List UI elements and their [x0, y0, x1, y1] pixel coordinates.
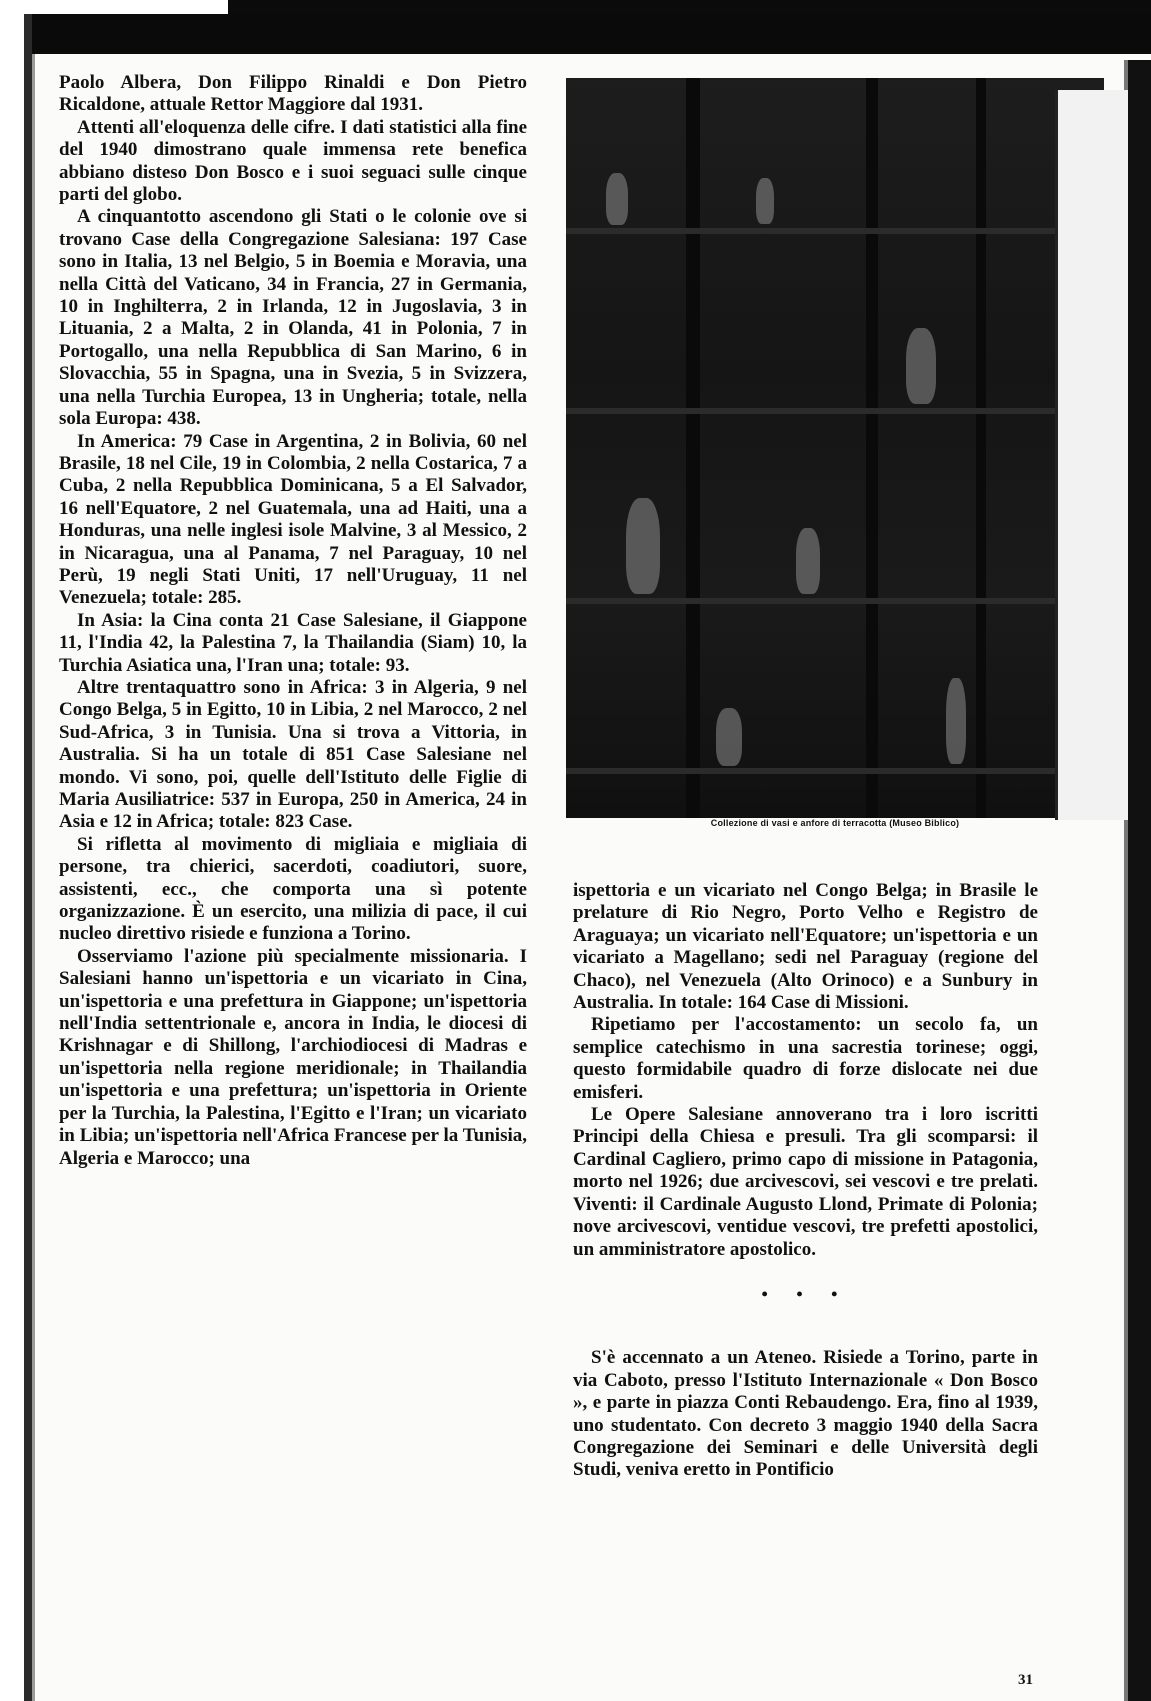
paragraph: Osserviamo l'azione più specialmente missionaria. I Salesiani hanno un'ispettoria e un vicariato in Cina, un'ispettoria e una prefettura in Giappone; un'ispettoria nell'India settentrionale e, ancora in India, le diocesi di Krishnagar e di Shillong, l'archiodiocesi di Madras e un'ispettoria nella regione meridionale; in Thailandia un'ispettoria e una prefettura; un'ispettoria in Oriente per la Turchia, la Palestina, l'Egitto e l'Iran; un vicariato in Libia; un'ispettoria nell'Africa Francese per la Tunisia, Algeria e Marocco; una — [59, 945, 527, 1169]
left-column — [59, 72, 527, 1170]
paragraph: In America: 79 Case in Argentina, 2 in Bolivia, 60 nel Brasile, 18 nel Cile, 19 in Colombia, 2 nella Costarica, 7 a Cuba, 2 nella Repubblica Dominicana, 5 a El Salvador, 16 nell'Equatore, 2 nel Guatemala, una ad Haiti, una a Honduras, una nelle inglesi isole Malvine, 3 al Messico, 2 in Nicaragua, una al Panama, 7 nel Paraguay, 10 nel Perù, 19 negli Stati Uniti, 17 nell'Uruguay, 11 nel Venezuela; totale: 285. — [59, 430, 527, 609]
paragraph: Paolo Albera, Don Filippo Rinaldi e Don Pietro Ricaldone, attuale Rettor Maggiore dal 1931. — [59, 72, 527, 116]
paragraph: Altre trentaquattro sono in Africa: 3 in Algeria, 9 nel Congo Belga, 5 in Egitto, 10 in Libia, 2 nel Marocco, 2 nel Sud-Africa, 3 in Tunisia. Una si trova a Vittoria, in Australia. Si ha un totale di 851 Case Salesiane nel mondo. Vi sono, poi, quelle dell'Istituto delle Figlie di Maria Ausiliatrice: 537 in Europa, 250 in America, 24 in Asia e 12 in Africa; totale: 823 Case. — [59, 676, 527, 833]
museum-photo — [566, 78, 1104, 818]
paragraph: Ripetiamo per l'accostamento: un secolo fa, un semplice catechismo in una sacrestia torinese; oggi, questo formidabile quadro di forze dislocate nei due emisferi. — [573, 1014, 1038, 1103]
paragraph: Attenti all'eloquenza delle cifre. I dati statistici alla fine del 1940 dimostrano quale immensa rete benefica abbiano disteso Don Bosco e i suoi seguaci sulle cinque parti del globo. — [59, 116, 527, 206]
paragraph: Le Opere Salesiane annoverano tra i loro iscritti Principi della Chiesa e presuli. Tra gli scomparsi: il Cardinal Cagliero, primo capo di missione in Patagonia, morto nel 1926; due arcivescovi, sei vescovi e tre prelati. Viventi: il Cardinale Augusto Llond, Primate di Polonia; nove arcivescovi, ventidue vescovi, tre prefetti apostolici, un amministratore apostolico. — [573, 1104, 1038, 1260]
photo-frame-edge — [1055, 90, 1128, 820]
paragraph: A cinquantotto ascendono gli Stati o le colonie ove si trovano Case della Congregazione Salesiana: 197 Case sono in Italia, 13 nel Belgio, 5 in Boemia e Moravia, una nella Città del Vaticano, 34 in Francia, 27 in Germania, 10 in Inghilterra, 2 in Irlanda, 12 in Jugoslavia, 3 in Lituania, 2 a Malta, 2 in Olanda, 41 in Polonia, 7 in Portogallo, una nella Repubblica di San Marino, 6 in Slovacchia, 55 in Spagna, una in Svezia, 5 in Svizzera, una nella Turchia Europea, 13 in Ungheria; totale, nella sola Europa: 438. — [59, 206, 527, 430]
paragraph: S'è accennato a un Ateneo. Risiede a Torino, parte in via Caboto, presso l'Istituto Internazionale « Don Bosco », e parte in piazza Conti Rebaudengo. Era, fino al 1939, uno studentato. Con decreto 3 maggio 1940 della Sacra Congregazione dei Seminari e delle Università degli Studi, veniva eretto in Pontificio — [573, 1347, 1038, 1481]
scan-dark-edge — [24, 14, 1151, 54]
right-column — [573, 880, 1038, 1482]
photo-caption: Collezione di vasi e anfore di terracotta (Museo Biblico) — [710, 818, 960, 828]
section-separator: • • • — [761, 1283, 850, 1304]
paragraph: In Asia: la Cina conta 21 Case Salesiane, il Giappone 11, l'India 42, la Palestina 7, la Thailandia (Siam) 10, la Turchia Asiatica una, l'Iran una; totale: 93. — [59, 609, 527, 676]
scan-left-edge — [24, 14, 32, 1701]
scan-right-edge — [1128, 60, 1151, 1701]
scan-top-border — [0, 0, 1151, 14]
page-number: 31 — [1018, 1672, 1033, 1688]
paragraph: ispettoria e un vicariato nel Congo Belga; in Brasile le prelature di Rio Negro, Porto Velho e Registro de Araguaya; un vicariato nell'Equatore; un'ispettoria e un vicariato a Magellano; sedi nel Paraguay (regione del Chaco), nel Venezuela (Alto Orinoco) e a Sunbury in Australia. In totale: 164 Case di Missioni. — [573, 880, 1038, 1014]
paragraph: Si rifletta al movimento di migliaia e migliaia di persone, tra chierici, sacerdoti, coadiutori, suore, assistenti, ecc., che comporta una sì potente organizzazione. È un esercito, una milizia di pace, il cui nucleo direttivo risiede e funziona a Torino. — [59, 833, 527, 945]
